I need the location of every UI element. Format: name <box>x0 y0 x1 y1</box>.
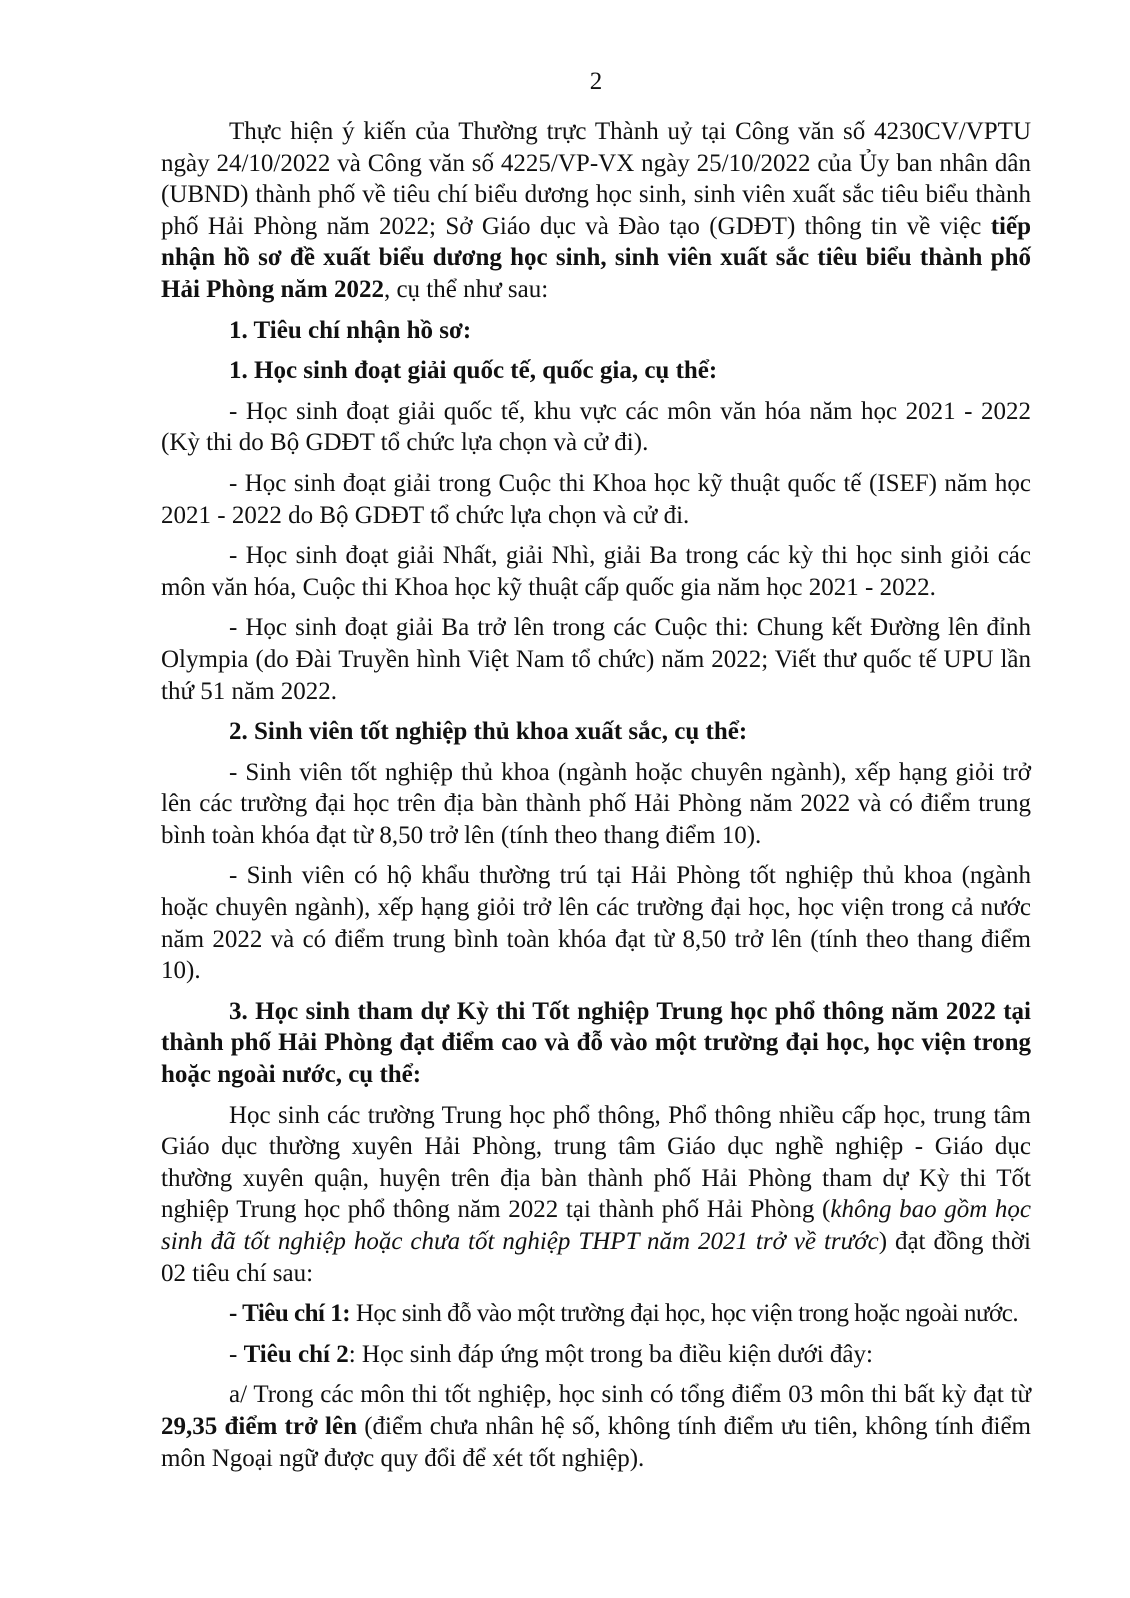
criterion-2-text: : Học sinh đáp ứng một trong ba điều kiện dưới đây: <box>348 1340 873 1368</box>
criterion-1 <box>161 1298 1031 1330</box>
section1-item: - Học sinh đoạt giải Nhất, giải Nhì, giải Ba trong các kỳ thi học sinh giỏi các môn văn hóa, Cuộc thi Khoa học kỹ thuật cấp quốc gia năm học 2021 - 2022. <box>161 542 1031 601</box>
criterion-2 <box>161 1339 1031 1371</box>
section1-item: - Học sinh đoạt giải Ba trở lên trong các Cuộc thi: Chung kết Đường lên đỉnh Olympia (do Đài Truyền hình Việt Nam tổ chức) năm 2022; Viết thư quốc tế UPU lần thứ 51 năm 2022. <box>161 614 1031 705</box>
page-number: 2 <box>589 68 603 95</box>
section3-paragraph <box>161 1100 1031 1290</box>
section2-item: - Sinh viên tốt nghiệp thủ khoa (ngành hoặc chuyên ngành), xếp hạng giỏi trở lên các trường đại học trên địa bàn thành phố Hải Phòng năm 2022 và có điểm trung bình toàn khóa đạt từ 8,50 trở lên (tính theo thang điểm 10). <box>161 758 1031 849</box>
section3-italic-text: không bao gồm học sinh đã tốt nghiệp hoặc chưa tốt nghiệp THPT năm 2021 trở về trước <box>161 1196 1032 1255</box>
condition-a-text-end: (điểm chưa nhân hệ số, không tính điểm ưu tiên, không tính điểm môn Ngoại ngữ được quy đổi để xét tốt nghiệp). <box>161 1412 1031 1472</box>
criterion-1-text: Học sinh đỗ vào một trường đại học, học viện trong hoặc ngoài nước. <box>350 1300 1019 1328</box>
intro-text-end: , cụ thể như sau: <box>383 275 549 303</box>
condition-a-text: a/ Trong các môn thi tốt nghiệp, học sinh có tổng điểm 03 môn thi bất kỳ đạt từ <box>229 1381 1031 1409</box>
intro-bold-text: tiếp nhận hồ sơ đề xuất biểu dương học sinh, sinh viên xuất sắc tiêu biểu thành phố Hải Phòng năm 2022 <box>161 212 1031 303</box>
criterion-1-label: - Tiêu chí 1: <box>229 1300 351 1328</box>
condition-a <box>161 1379 1031 1474</box>
section1-heading: 1. Học sinh đoạt giải quốc tế, quốc gia, cụ thể: <box>229 357 718 385</box>
section3-text: Học sinh các trường Trung học phổ thông, Phổ thông nhiều cấp học, trung tâm Giáo dục thường xuyên Hải Phòng, trung tâm Giáo dục nghề nghiệp - Giáo dục thường xuyên quận, huyện trên địa bàn thành phố Hải Phòng tham dự Kỳ thi Tốt nghiệp Trung học phổ thông năm 2022 tại thành phố Hải Phòng ( <box>161 1101 1031 1224</box>
section1-item: - Học sinh đoạt giải trong Cuộc thi Khoa học kỹ thuật quốc tế (ISEF) năm học 2021 - 2022 do Bộ GDĐT tổ chức lựa chọn và cử đi. <box>161 469 1031 529</box>
section1-item: - Học sinh đoạt giải quốc tế, khu vực các môn văn hóa năm học 2021 - 2022 (Kỳ thi do Bộ GDĐT tổ chức lựa chọn và cử đi). <box>161 397 1031 457</box>
heading-criteria: 1. Tiêu chí nhận hồ sơ: <box>229 316 472 344</box>
intro-paragraph <box>161 116 1031 306</box>
section3-text-end: ) đạt đồng thời 02 tiêu chí sau: <box>161 1228 1031 1287</box>
intro-text: Thực hiện ý kiến của Thường trực Thành uỷ tại Công văn số 4230CV/VPTU ngày 24/10/2022 và Công văn số 4225/VP-VX ngày 25/10/2022 của Ủy ban nhân dân (UBND) thành phố về tiêu chí biểu dương học sinh, sinh viên xuất sắc tiêu biểu thành phố Hải Phòng năm 2022; Sở Giáo dục và Đào tạo (GDĐT) thông tin về việc <box>161 118 1031 240</box>
section3-heading: 3. Học sinh tham dự Kỳ thi Tốt nghiệp Trung học phổ thông năm 2022 tại thành phố Hải Phòng đạt điểm cao và đỗ vào một trường đại học, học viện trong hoặc ngoài nước, cụ thể: <box>161 997 1031 1089</box>
condition-a-bold: 29,35 điểm trở lên <box>161 1412 357 1440</box>
section2-item: - Sinh viên có hộ khẩu thường trú tại Hải Phòng tốt nghiệp thủ khoa (ngành hoặc chuyên ngành), xếp hạng giỏi trở lên các trường đại học, học viện trong cả nước năm 2022 và có điểm trung bình toàn khóa đạt từ 8,50 trở lên (tính theo thang điểm 10). <box>161 862 1031 985</box>
criterion-2-label: Tiêu chí 2 <box>243 1340 349 1368</box>
section2-heading: 2. Sinh viên tốt nghiệp thủ khoa xuất sắc, cụ thể: <box>229 718 748 746</box>
document-body <box>161 116 1031 1474</box>
criterion-2-dash: - <box>229 1340 244 1368</box>
